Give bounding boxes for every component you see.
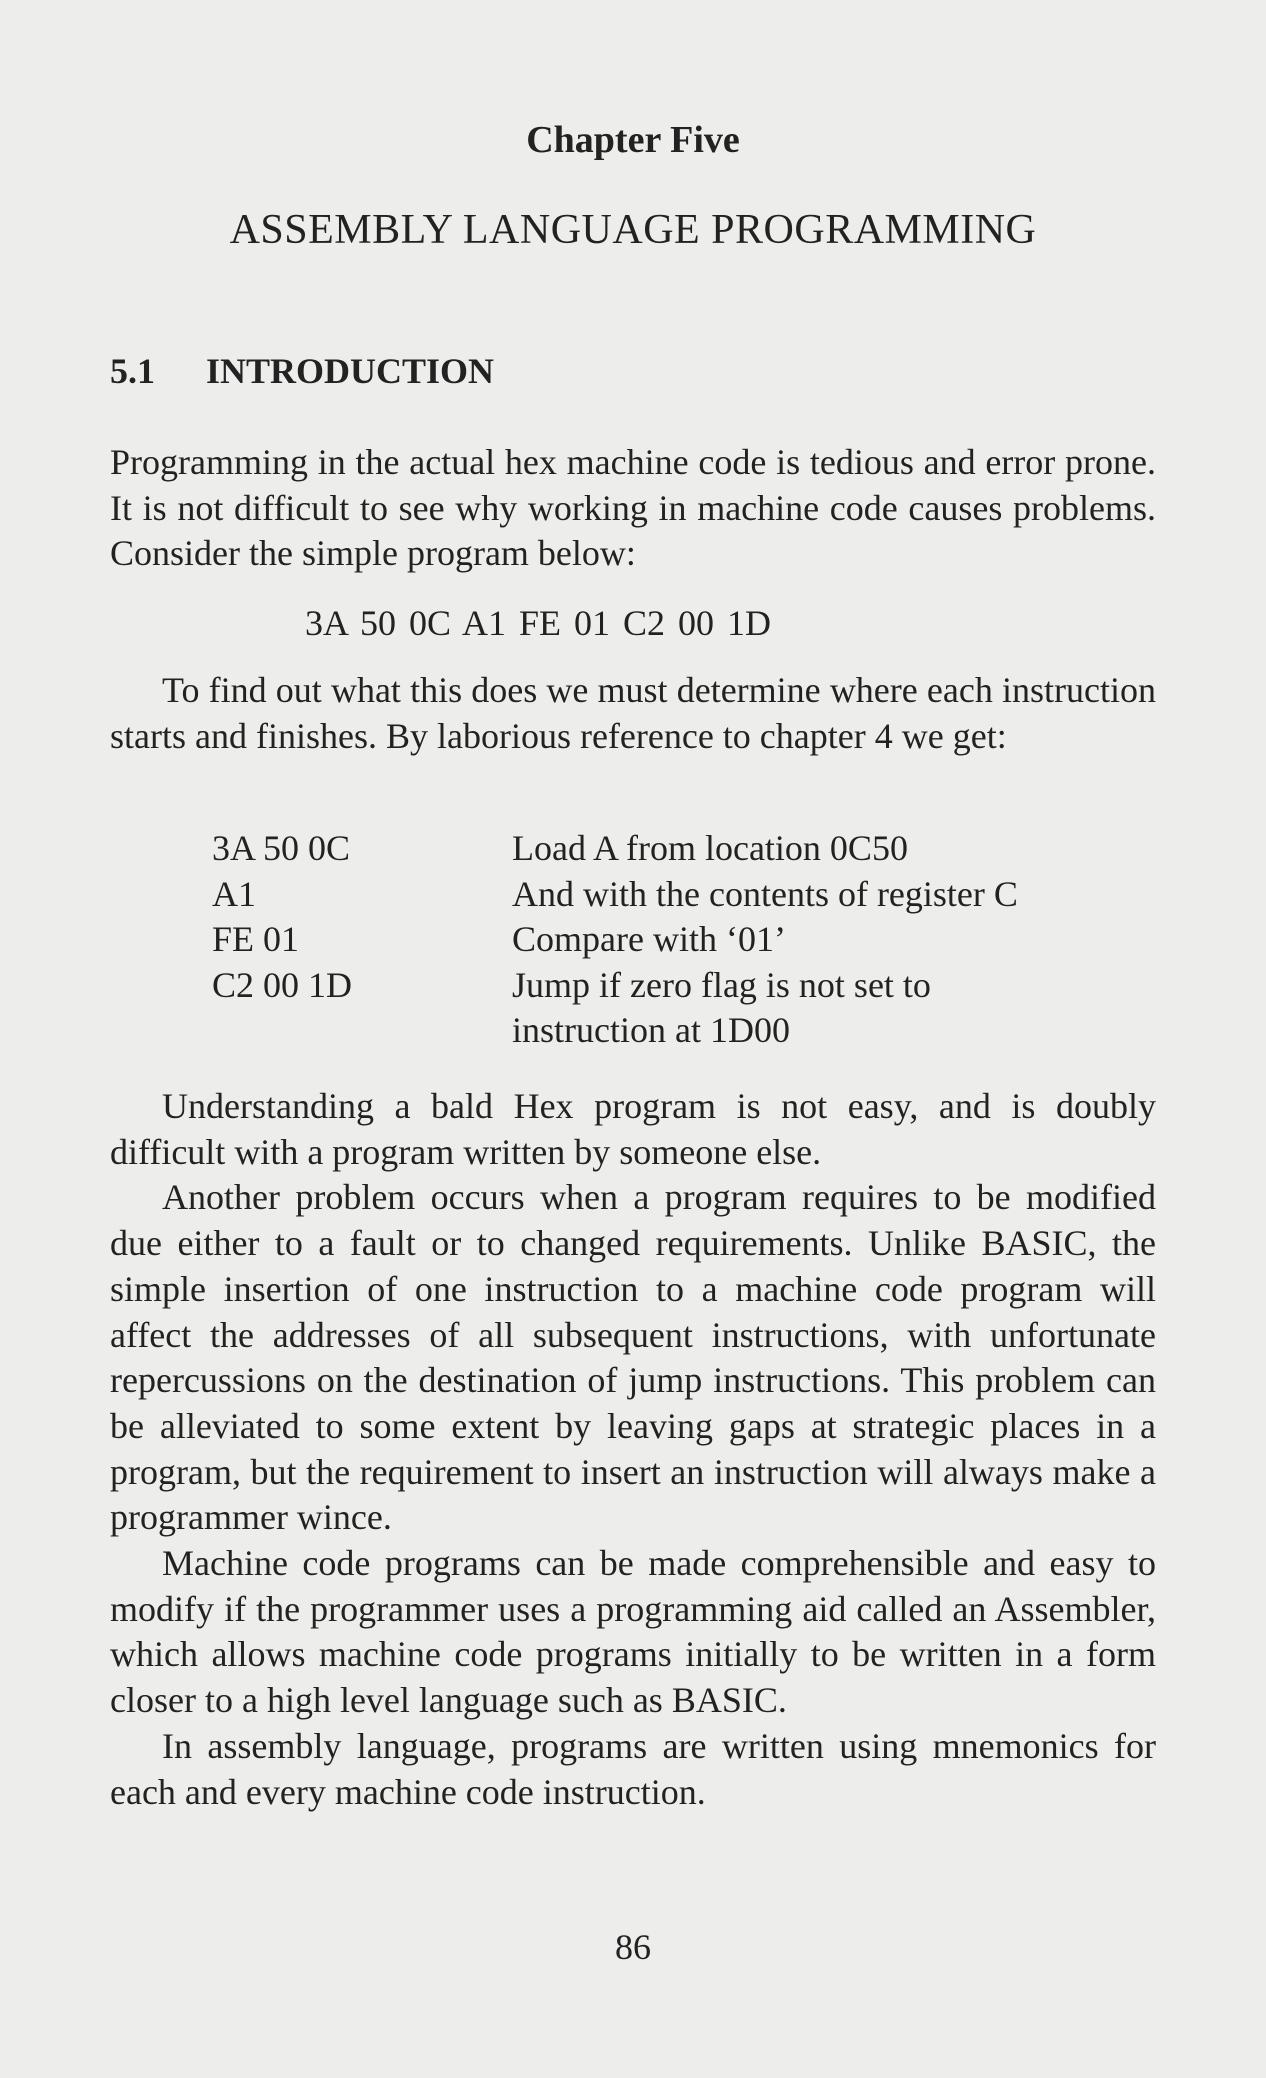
- listing-code: FE 01: [212, 919, 300, 959]
- listing-code: 3A 50 0C: [212, 828, 351, 868]
- page-number: 86: [615, 1927, 651, 1967]
- paragraph-5: Machine code programs can be made comprehensible and easy to modify if the programmer uses a programming aid called an Assembler, which allows machine code programs initially to be written in a form closer to a high level language such as BASIC.: [110, 1543, 1156, 1721]
- listing-desc: instruction at 1D00: [512, 1010, 790, 1050]
- listing-code: C2 00 1D: [212, 964, 353, 1005]
- paragraph-6: In assembly language, programs are written using mnemonics for each and every machine code instruction.: [110, 1725, 1156, 1812]
- instruction-listing: [212, 826, 1132, 1054]
- listing-row: [212, 1008, 1132, 1054]
- paragraph-3: Understanding a bald Hex program is not easy, and is doubly difficult with a program written by someone else.: [110, 1086, 1156, 1172]
- listing-row: [212, 963, 1132, 1009]
- listing-row: [212, 826, 1132, 872]
- intro-paragraph: [110, 440, 1156, 577]
- listing-desc: And with the contents of register C: [512, 873, 1018, 914]
- listing-desc: Load A from location 0C50: [512, 828, 908, 868]
- listing-code: [212, 1008, 512, 1054]
- listing-row: [212, 872, 1132, 918]
- listing-desc: Compare with ‘01’: [512, 919, 786, 959]
- section-number: 5.1: [110, 351, 155, 391]
- paragraph-4: Another problem occurs when a program requires to be modified due either to a fault or to changed requirements. Unlike BASIC, the simple insertion of one instruction to a machine code program will affect the addresses of all subsequent instructions, with unfortunate repercussions on the destination of jump instructions. This problem can be alleviated to some extent by leaving gaps at strategic places in a program, but the requirement to insert an instruction will always make a programmer wince.: [110, 1177, 1156, 1538]
- chapter-heading: Chapter Five: [526, 119, 740, 161]
- body-text: [110, 1084, 1156, 1815]
- listing-row: [212, 917, 1132, 963]
- paragraph-1: Programming in the actual hex machine code is tedious and error prone. It is not difficult to see why working in machine code causes problems. Consider the simple program below:: [110, 442, 1156, 574]
- paragraph-block-2: [110, 668, 1156, 759]
- section-heading: [110, 350, 494, 392]
- chapter-title: ASSEMBLY LANGUAGE PROGRAMMING: [229, 207, 1037, 253]
- hex-program: 3A 50 0C A1 FE 01 C2 00 1D: [305, 603, 772, 643]
- paragraph-2: To find out what this does we must determine where each instruction starts and finishes. By laborious reference to chapter 4 we get:: [110, 670, 1156, 756]
- listing-code: A1: [212, 873, 256, 914]
- section-title: INTRODUCTION: [206, 351, 495, 391]
- listing-desc: Jump if zero flag is not set to: [512, 964, 931, 1005]
